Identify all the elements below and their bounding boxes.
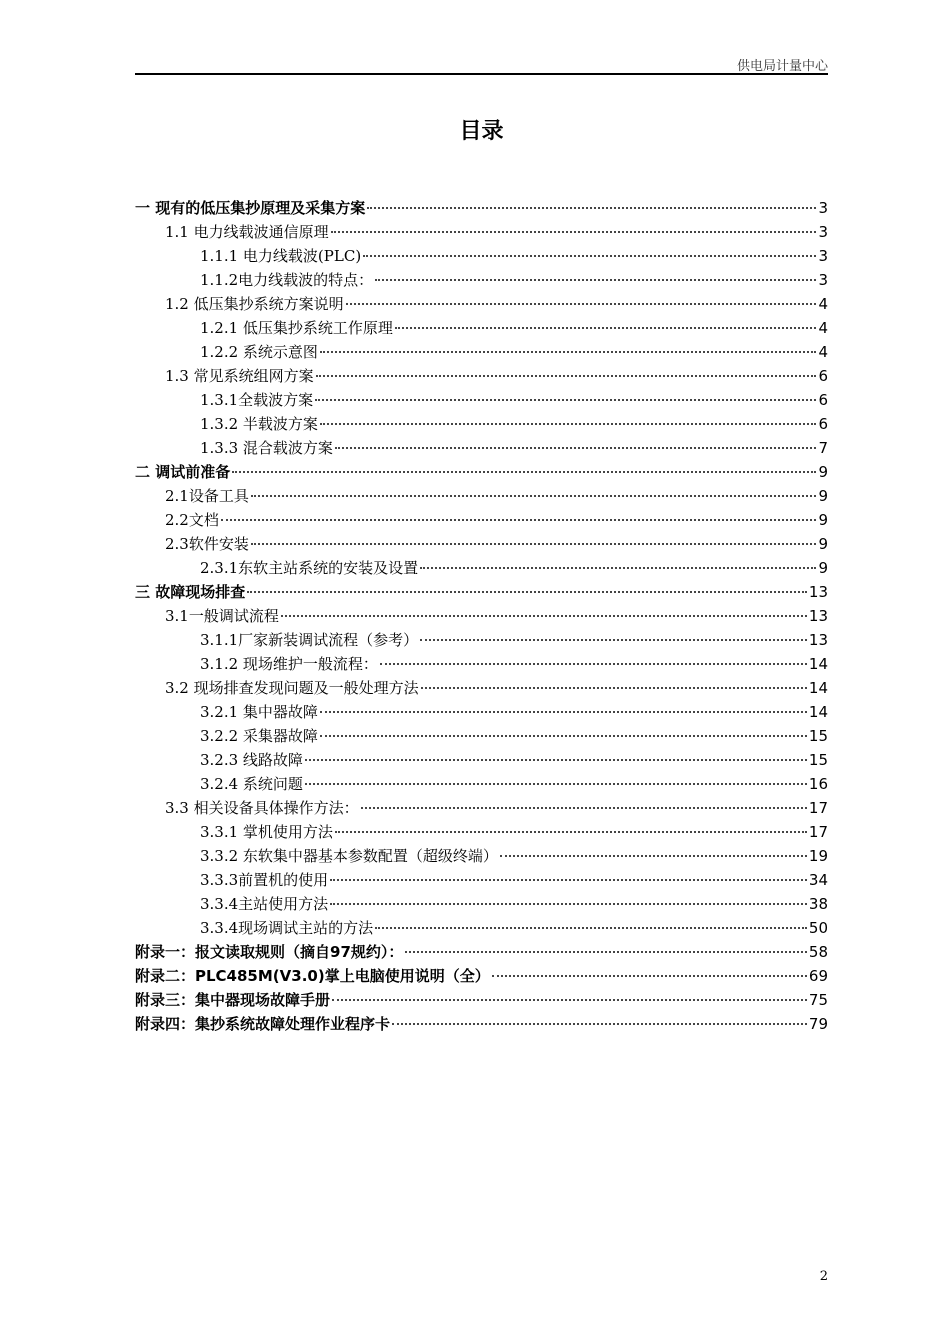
toc-dot-leader bbox=[380, 663, 807, 665]
toc-entry-page: 3 bbox=[818, 247, 828, 265]
toc-entry-page: 9 bbox=[818, 511, 828, 529]
toc-entry-page: 50 bbox=[808, 919, 828, 937]
toc-dot-leader bbox=[420, 567, 816, 569]
toc-entry[interactable] bbox=[135, 892, 828, 916]
toc-entry-page: 9 bbox=[818, 463, 828, 481]
toc-entry-page: 69 bbox=[808, 967, 828, 985]
toc-entry-page: 7 bbox=[818, 439, 828, 457]
toc-entry[interactable] bbox=[135, 580, 828, 604]
toc-entry-page: 4 bbox=[818, 343, 828, 361]
toc-entry-label: 1.1.1 电力线载波(PLC) bbox=[200, 247, 362, 265]
toc-entry-label: 3.2.4 系统问题 bbox=[200, 775, 303, 793]
toc-entry-label: 二 调试前准备 bbox=[135, 463, 231, 481]
toc-entry-label: 2.2文档 bbox=[165, 511, 219, 529]
toc-entry-page: 79 bbox=[808, 1015, 828, 1033]
toc-dot-leader bbox=[363, 255, 816, 257]
toc-entry-label: 3.1.2 现场维护一般流程： bbox=[200, 655, 378, 673]
toc-dot-leader bbox=[251, 543, 817, 545]
toc-entry-page: 6 bbox=[818, 415, 828, 433]
toc-entry-page: 15 bbox=[808, 751, 828, 769]
toc-entry-label: 附录三：集中器现场故障手册 bbox=[135, 991, 331, 1009]
toc-dot-leader bbox=[395, 327, 817, 329]
toc-entry-page: 19 bbox=[808, 847, 828, 865]
toc-entry-page: 3 bbox=[818, 199, 828, 217]
toc-entry-label: 附录二：PLC485M(V3.0)掌上电脑使用说明（全） bbox=[135, 967, 490, 985]
toc-entry-label: 3.2.3 线路故障 bbox=[200, 751, 303, 769]
toc-dot-leader bbox=[405, 951, 807, 953]
toc-entry-label: 附录一：报文读取规则（摘自97规约）： bbox=[135, 943, 404, 961]
toc-entry-page: 38 bbox=[808, 895, 828, 913]
toc-dot-leader bbox=[420, 639, 807, 641]
toc-entry-page: 15 bbox=[808, 727, 828, 745]
toc-entry-page: 9 bbox=[818, 559, 828, 577]
toc-entry[interactable] bbox=[135, 772, 828, 796]
toc-entry-page: 14 bbox=[808, 703, 828, 721]
toc-entry[interactable] bbox=[135, 532, 828, 556]
toc-entry-page: 13 bbox=[808, 583, 828, 601]
toc-entry[interactable] bbox=[135, 1012, 828, 1036]
toc-entry[interactable] bbox=[135, 388, 828, 412]
toc-dot-leader bbox=[421, 687, 807, 689]
toc-entry-label: 1.2 低压集抄系统方案说明 bbox=[165, 295, 344, 313]
toc-entry[interactable] bbox=[135, 364, 828, 388]
toc-dot-leader bbox=[361, 807, 807, 809]
toc-dot-leader bbox=[320, 423, 817, 425]
toc-entry-page: 17 bbox=[808, 823, 828, 841]
toc-entry-label: 3.2.1 集中器故障 bbox=[200, 703, 318, 721]
toc-entry[interactable] bbox=[135, 484, 828, 508]
toc-entry[interactable] bbox=[135, 820, 828, 844]
toc-dot-leader bbox=[367, 207, 816, 209]
toc-entry-label: 1.1 电力线载波通信原理 bbox=[165, 223, 329, 241]
toc-entry[interactable] bbox=[135, 724, 828, 748]
toc-entry[interactable] bbox=[135, 508, 828, 532]
toc-entry[interactable] bbox=[135, 412, 828, 436]
toc-entry[interactable] bbox=[135, 796, 828, 820]
toc-entry-page: 14 bbox=[808, 679, 828, 697]
toc-entry-label: 1.2.2 系统示意图 bbox=[200, 343, 318, 361]
toc-entry-page: 13 bbox=[808, 631, 828, 649]
toc-entry[interactable] bbox=[135, 964, 828, 988]
toc-entry[interactable] bbox=[135, 268, 828, 292]
toc-dot-leader bbox=[251, 495, 817, 497]
toc-entry[interactable] bbox=[135, 988, 828, 1012]
toc-dot-leader bbox=[375, 927, 807, 929]
toc-entry-page: 6 bbox=[818, 391, 828, 409]
toc-entry-page: 9 bbox=[818, 487, 828, 505]
toc-dot-leader bbox=[305, 759, 807, 761]
toc-dot-leader bbox=[320, 351, 817, 353]
toc-entry-label: 2.1设备工具 bbox=[165, 487, 249, 505]
toc-entry-label: 3.3.3前置机的使用 bbox=[200, 871, 329, 889]
toc-dot-leader bbox=[320, 735, 807, 737]
toc-entry[interactable] bbox=[135, 652, 828, 676]
table-of-contents bbox=[135, 196, 828, 1036]
toc-entry[interactable] bbox=[135, 292, 828, 316]
toc-entry-page: 17 bbox=[808, 799, 828, 817]
toc-entry[interactable] bbox=[135, 700, 828, 724]
toc-entry[interactable] bbox=[135, 556, 828, 580]
toc-entry[interactable] bbox=[135, 196, 828, 220]
toc-entry-label: 三 故障现场排查 bbox=[135, 583, 246, 601]
toc-entry-label: 一 现有的低压集抄原理及采集方案 bbox=[135, 199, 366, 217]
toc-entry[interactable] bbox=[135, 460, 828, 484]
toc-entry-label: 3.3.4现场调试主站的方法 bbox=[200, 919, 374, 937]
toc-entry-label: 2.3.1东软主站系统的安装及设置 bbox=[200, 559, 419, 577]
toc-entry[interactable] bbox=[135, 220, 828, 244]
toc-dot-leader bbox=[335, 831, 807, 833]
toc-dot-leader bbox=[346, 303, 817, 305]
toc-entry[interactable] bbox=[135, 748, 828, 772]
toc-entry-label: 1.3 常见系统组网方案 bbox=[165, 367, 314, 385]
toc-dot-leader bbox=[375, 279, 816, 281]
toc-entry-label: 3.2.2 采集器故障 bbox=[200, 727, 318, 745]
toc-entry-label: 3.1.1厂家新装调试流程（参考） bbox=[200, 631, 419, 649]
toc-entry-label: 1.3.3 混合载波方案 bbox=[200, 439, 333, 457]
toc-dot-leader bbox=[316, 375, 817, 377]
toc-dot-leader bbox=[335, 447, 817, 449]
toc-entry-page: 4 bbox=[818, 319, 828, 337]
toc-entry-label: 2.3软件安装 bbox=[165, 535, 249, 553]
toc-entry-label: 附录四：集抄系统故障处理作业程序卡 bbox=[135, 1015, 391, 1033]
toc-entry-label: 3.3.2 东软集中器基本参数配置（超级终端） bbox=[200, 847, 498, 865]
toc-dot-leader bbox=[330, 879, 807, 881]
toc-entry-label: 3.1一般调试流程 bbox=[165, 607, 279, 625]
toc-entry[interactable] bbox=[135, 844, 828, 868]
toc-entry[interactable] bbox=[135, 244, 828, 268]
toc-dot-leader bbox=[492, 975, 807, 977]
toc-entry-page: 4 bbox=[818, 295, 828, 313]
toc-entry-page: 6 bbox=[818, 367, 828, 385]
toc-entry-page: 14 bbox=[808, 655, 828, 673]
toc-entry-label: 1.3.2 半载波方案 bbox=[200, 415, 318, 433]
toc-entry[interactable] bbox=[135, 916, 828, 940]
toc-dot-leader bbox=[221, 519, 817, 521]
toc-entry-page: 3 bbox=[818, 271, 828, 289]
toc-entry-page: 34 bbox=[808, 871, 828, 889]
toc-dot-leader bbox=[500, 855, 807, 857]
toc-entry-label: 3.2 现场排查发现问题及一般处理方法 bbox=[165, 679, 419, 697]
toc-entry-page: 3 bbox=[818, 223, 828, 241]
toc-dot-leader bbox=[320, 711, 807, 713]
toc-dot-leader bbox=[315, 399, 816, 401]
toc-entry[interactable] bbox=[135, 628, 828, 652]
toc-dot-leader bbox=[281, 615, 807, 617]
toc-dot-leader bbox=[305, 783, 807, 785]
toc-dot-leader bbox=[330, 903, 807, 905]
toc-entry-label: 3.3.4主站使用方法 bbox=[200, 895, 329, 913]
toc-entry-label: 1.3.1全载波方案 bbox=[200, 391, 314, 409]
toc-entry[interactable] bbox=[135, 340, 828, 364]
page-header-org: 供电局计量中心 bbox=[736, 59, 828, 74]
toc-entry[interactable] bbox=[135, 436, 828, 460]
toc-entry[interactable] bbox=[135, 604, 828, 628]
toc-entry-label: 3.3 相关设备具体操作方法： bbox=[165, 799, 359, 817]
toc-entry-page: 13 bbox=[808, 607, 828, 625]
toc-dot-leader bbox=[392, 1023, 807, 1025]
toc-entry[interactable] bbox=[135, 316, 828, 340]
toc-dot-leader bbox=[331, 231, 817, 233]
page-title: 目录 bbox=[459, 119, 504, 144]
toc-entry-page: 58 bbox=[808, 943, 828, 961]
toc-entry-page: 9 bbox=[818, 535, 828, 553]
toc-entry[interactable] bbox=[135, 940, 828, 964]
toc-dot-leader bbox=[332, 999, 807, 1001]
toc-entry-label: 3.3.1 掌机使用方法 bbox=[200, 823, 333, 841]
toc-entry-label: 1.2.1 低压集抄系统工作原理 bbox=[200, 319, 393, 337]
toc-dot-leader bbox=[247, 591, 807, 593]
toc-entry-label: 1.1.2电力线载波的特点： bbox=[200, 271, 374, 289]
header-rule bbox=[135, 73, 828, 75]
toc-entry-page: 75 bbox=[808, 991, 828, 1009]
toc-dot-leader bbox=[232, 471, 816, 473]
toc-entry[interactable] bbox=[135, 868, 828, 892]
toc-entry[interactable] bbox=[135, 676, 828, 700]
page-number: 2 bbox=[819, 1269, 828, 1284]
toc-entry-page: 16 bbox=[808, 775, 828, 793]
